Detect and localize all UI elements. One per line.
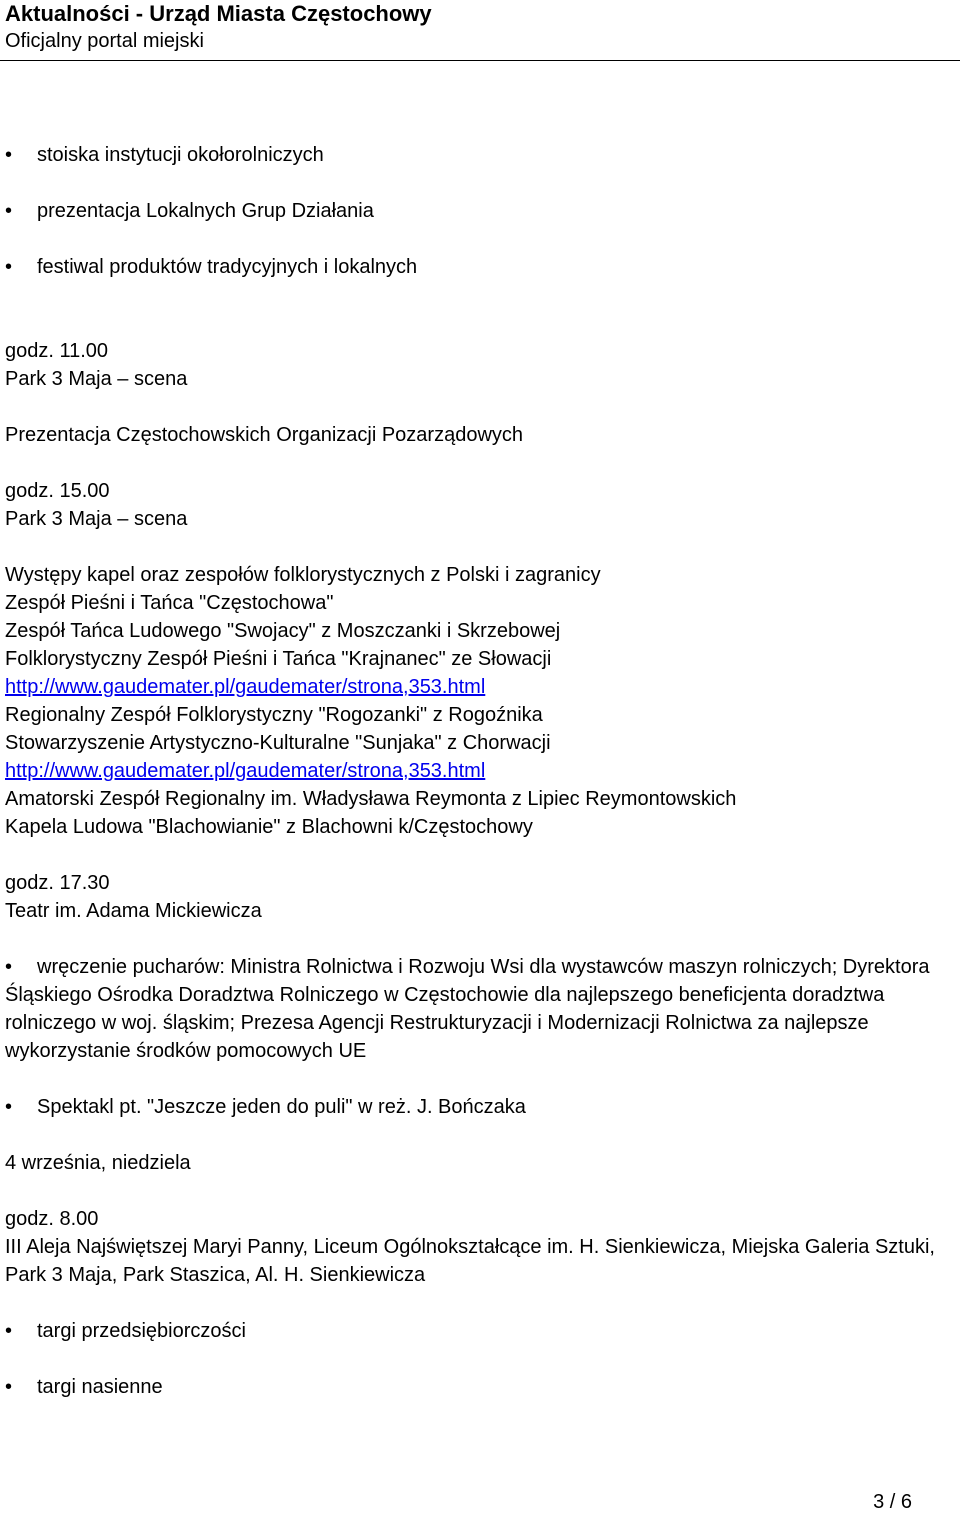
site-title: Aktualności - Urząd Miasta Częstochowy [5,1,432,26]
page-header [5,0,955,54]
list-item: • prezentacja Lokalnych Grup Działania [5,197,950,225]
bullet-icon: • [5,144,13,166]
article-body [5,141,950,1401]
event-place: III Aleja Najświętszej Maryi Panny, Liceum Ogólnokształcące im. H. Sienkiewicza, Miejska Galeria Sztuki, Park 3 Maja, Park Staszica, Al. H. Sienkiewicza [5,1236,935,1286]
event-time: godz. 17.30 [5,872,110,894]
event-time: godz. 15.00 [5,480,110,502]
bullet-icon: • [5,1096,13,1118]
performer-line: Zespół Pieśni i Tańca "Częstochowa" [5,592,334,614]
performer-line: Występy kapel oraz zespołów folklorystycznych z Polski i zagranicy [5,564,601,586]
list-item: • festiwal produktów tradycyjnych i lokalnych [5,253,950,281]
list-item: • wręczenie pucharów: Ministra Rolnictwa i Rozwoju Wsi dla wystawców maszyn rolniczych; Dyrektora Śląskiego Ośrodka Doradztwa Rolniczego w Częstochowie dla najlepszego beneficjenta doradztwa rolniczego w woj. śląskim; Prezesa Agencji Restrukturyzacji i Modernizacji Rolnictwa za najlepsze wykorzystanie środków pomocowych UE [5,953,950,1065]
list-item: • stoiska instytucji okołorolniczych [5,141,950,169]
performer-line: Zespół Tańca Ludowego "Swojacy" z Moszczanki i Skrzebowej [5,620,561,642]
list-item: • targi nasienne [5,1373,950,1401]
performer-line: Amatorski Zespół Regionalny im. Władysława Reymonta z Lipiec Reymontowskich [5,788,737,810]
site-subtitle: Oficjalny portal miejski [5,30,204,52]
event-time: godz. 8.00 [5,1208,99,1230]
event-place: Park 3 Maja – scena [5,368,188,390]
event-description: Prezentacja Częstochowskich Organizacji Pozarządowych [5,424,524,446]
event-time: godz. 11.00 [5,340,109,362]
event-place: Teatr im. Adama Mickiewicza [5,900,262,922]
bullet-icon: • [5,200,13,222]
day-heading: 4 września, niedziela [5,1152,191,1174]
bullet-icon: • [5,956,13,978]
bullet-icon: • [5,256,13,278]
performer-line: Regionalny Zespół Folklorystyczny "Rogozanki" z Rogoźnika [5,704,543,726]
performer-line: Kapela Ludowa "Blachowianie" z Blachowni k/Częstochowy [5,816,533,838]
performer-line: Folklorystyczny Zespół Pieśni i Tańca "Krajnanec" ze Słowacji [5,648,552,670]
gaudemater-link[interactable]: http://www.gaudemater.pl/gaudemater/strona,353.html [5,760,486,782]
page-number: 3 / 6 [873,1491,912,1513]
bullet-icon: • [5,1376,13,1398]
gaudemater-link[interactable]: http://www.gaudemater.pl/gaudemater/strona,353.html [5,676,486,698]
list-item: • targi przedsiębiorczości [5,1317,950,1345]
performer-line: Stowarzyszenie Artystyczno-Kulturalne "Sunjaka" z Chorwacji [5,732,551,754]
header-divider [0,60,960,61]
bullet-icon: • [5,1320,13,1342]
event-place: Park 3 Maja – scena [5,508,188,530]
list-item: • Spektakl pt. "Jeszcze jeden do puli" w reż. J. Bończaka [5,1093,950,1121]
